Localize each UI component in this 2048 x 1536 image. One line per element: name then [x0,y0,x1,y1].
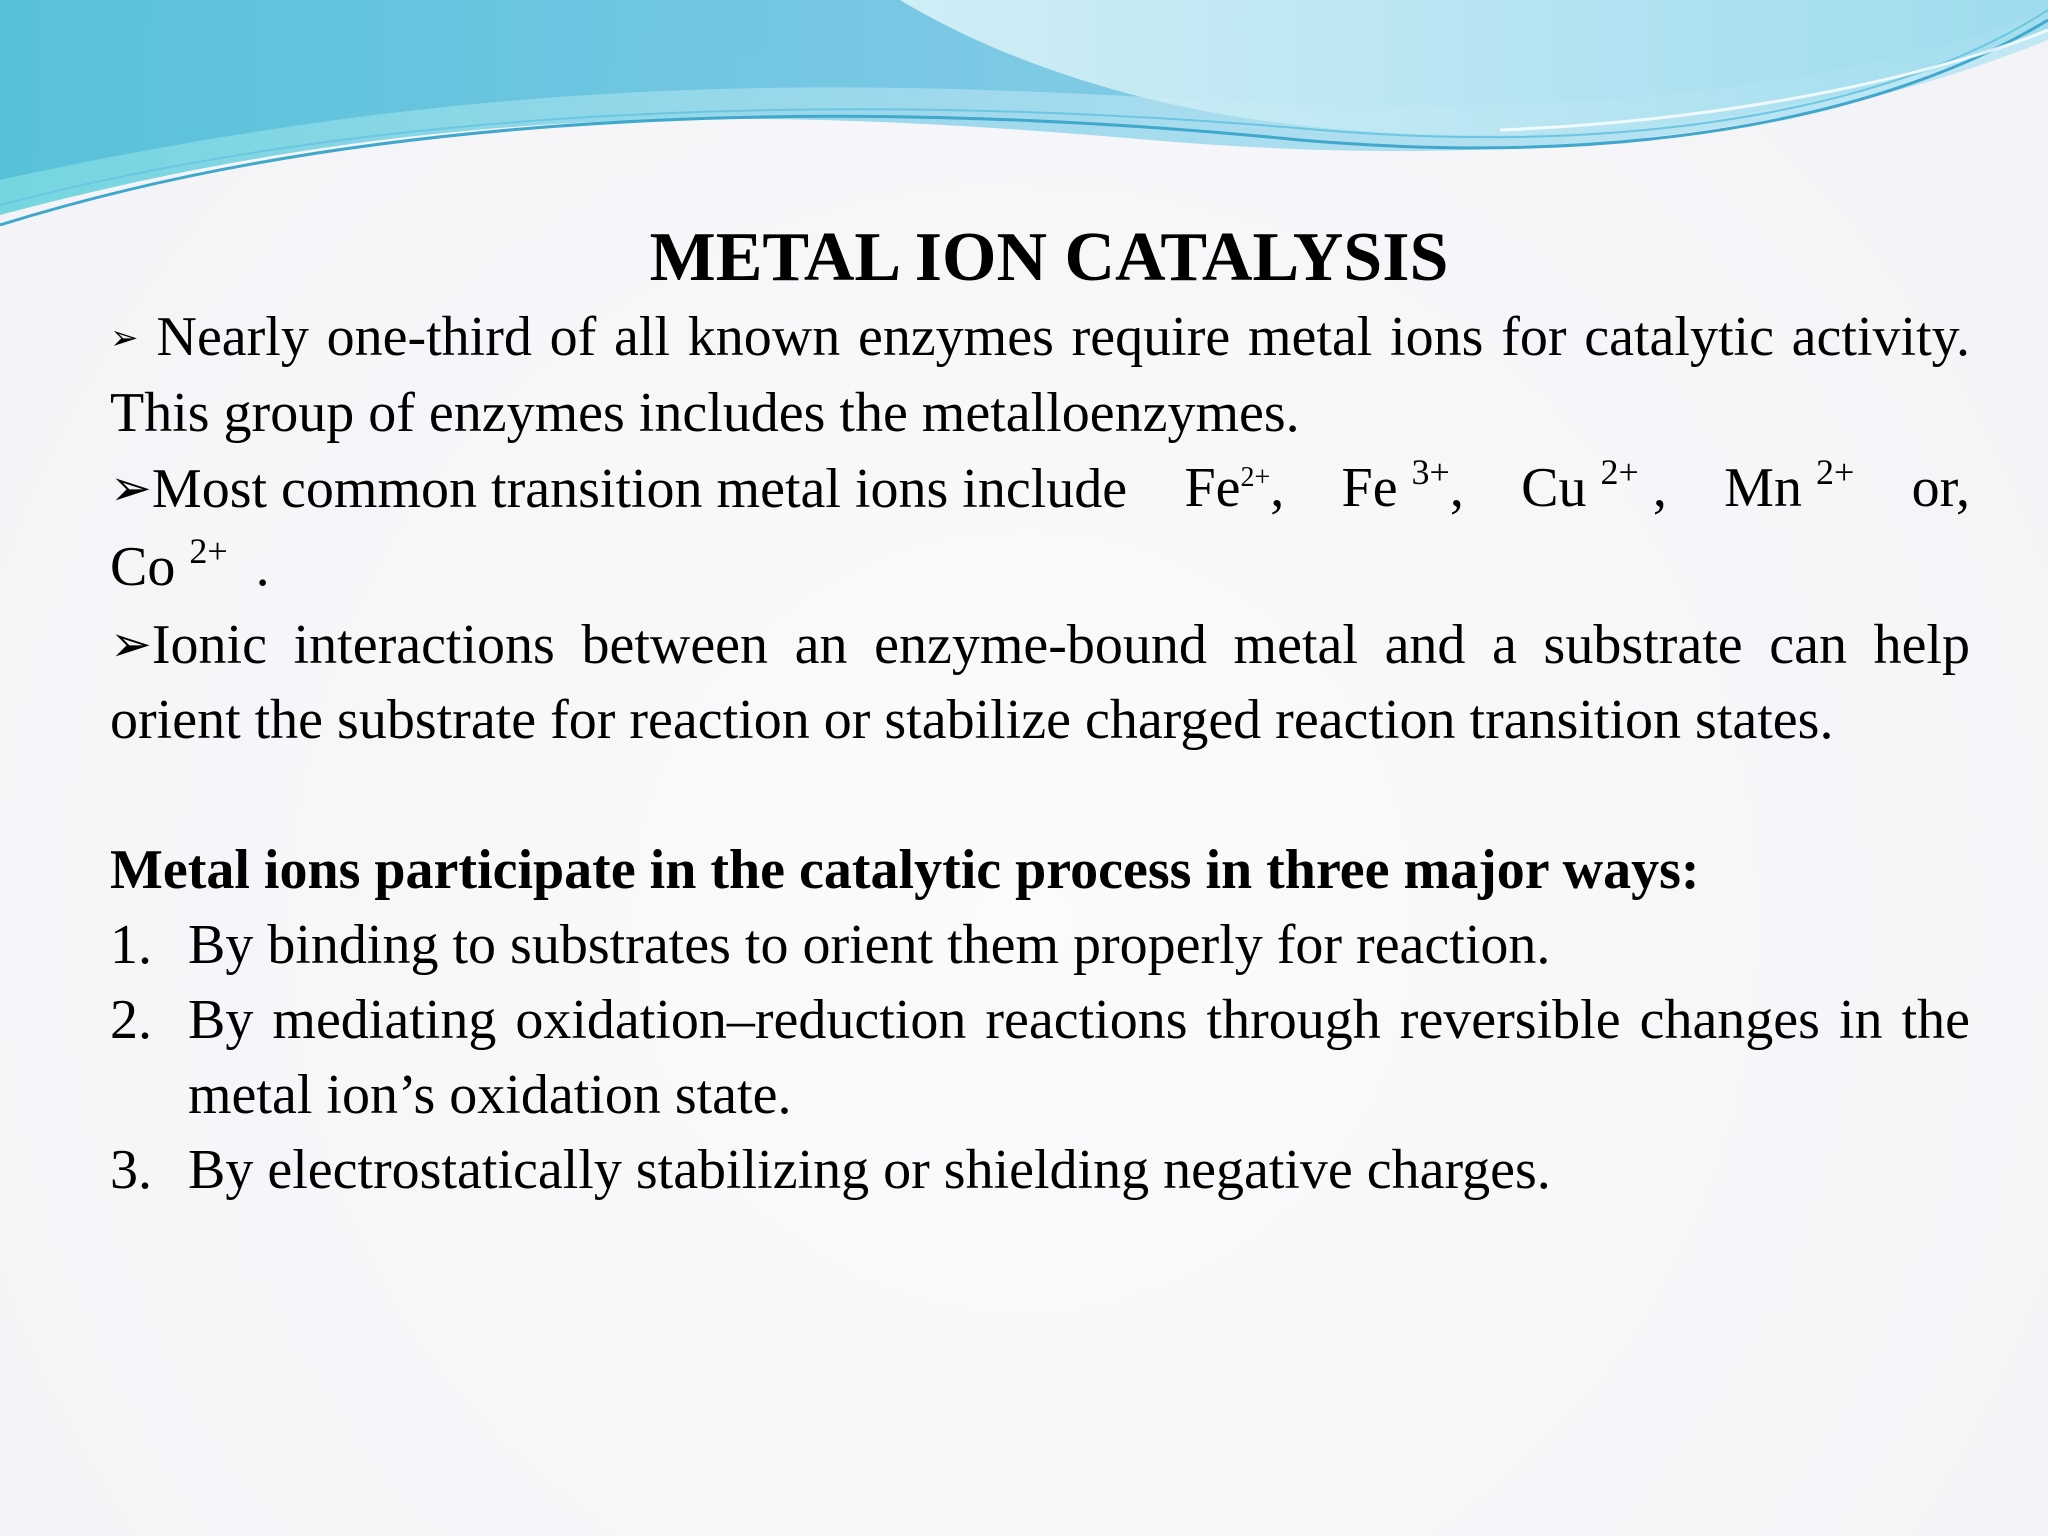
bullet-transition-metals-continued [110,527,1970,607]
slide-title: METAL ION CATALYSIS [649,219,1449,296]
list-item-text: By mediating oxidation–reduction reactions through reversible changes in the metal ion’s oxidation state. [188,989,1970,1126]
header-wave-decoration [0,0,2048,240]
list-item [110,908,1970,983]
slide-content [110,300,1970,1208]
bullet-metalloenzymes [110,300,1970,451]
arrow-bullet-icon: ➢ [110,460,152,516]
bullet-ionic-interactions [110,607,1970,758]
bullet-text: Ionic interactions between an enzyme-bound metal and a substrate can help orient the substrate for reaction or stabilize charged reaction transition states. [110,614,1970,751]
list-item-number: 2. [110,989,152,1051]
ion-mn2: Mn $^{2+}$ [1724,452,1855,519]
ion-co2: Co $^{2+}$ . [110,531,270,598]
ion-cu2: Cu $^{2+}$ , [1521,452,1667,519]
ion-fe2: $Fe^{2+}$, [1184,457,1285,519]
arrow-bullet-icon: ➢ [110,320,139,357]
list-item-text: By binding to substrates to orient them properly for reaction. [188,914,1551,976]
ways-heading: Metal ions participate in the catalytic process in three major ways: [110,839,1700,901]
list-item-number: 1. [110,914,152,976]
bullet-transition-metals [110,451,1970,527]
ion-fe3: Fe $^{3+}$, [1341,452,1464,519]
bullet-text: Most common transition metal ions include [151,458,1128,520]
list-item [110,1133,1970,1208]
list-item [110,983,1970,1133]
bullet-text: Nearly one-third of all known enzymes require metal ions for catalytic activity. This group of enzymes includes the metalloenzymes. [110,306,1970,444]
ion-separator: or, [1911,457,1970,519]
ways-list [110,908,1970,1208]
arrow-bullet-icon: ➢ [110,616,152,672]
list-item-number: 3. [110,1139,152,1201]
list-item-text: By electrostatically stabilizing or shielding negative charges. [188,1139,1551,1201]
